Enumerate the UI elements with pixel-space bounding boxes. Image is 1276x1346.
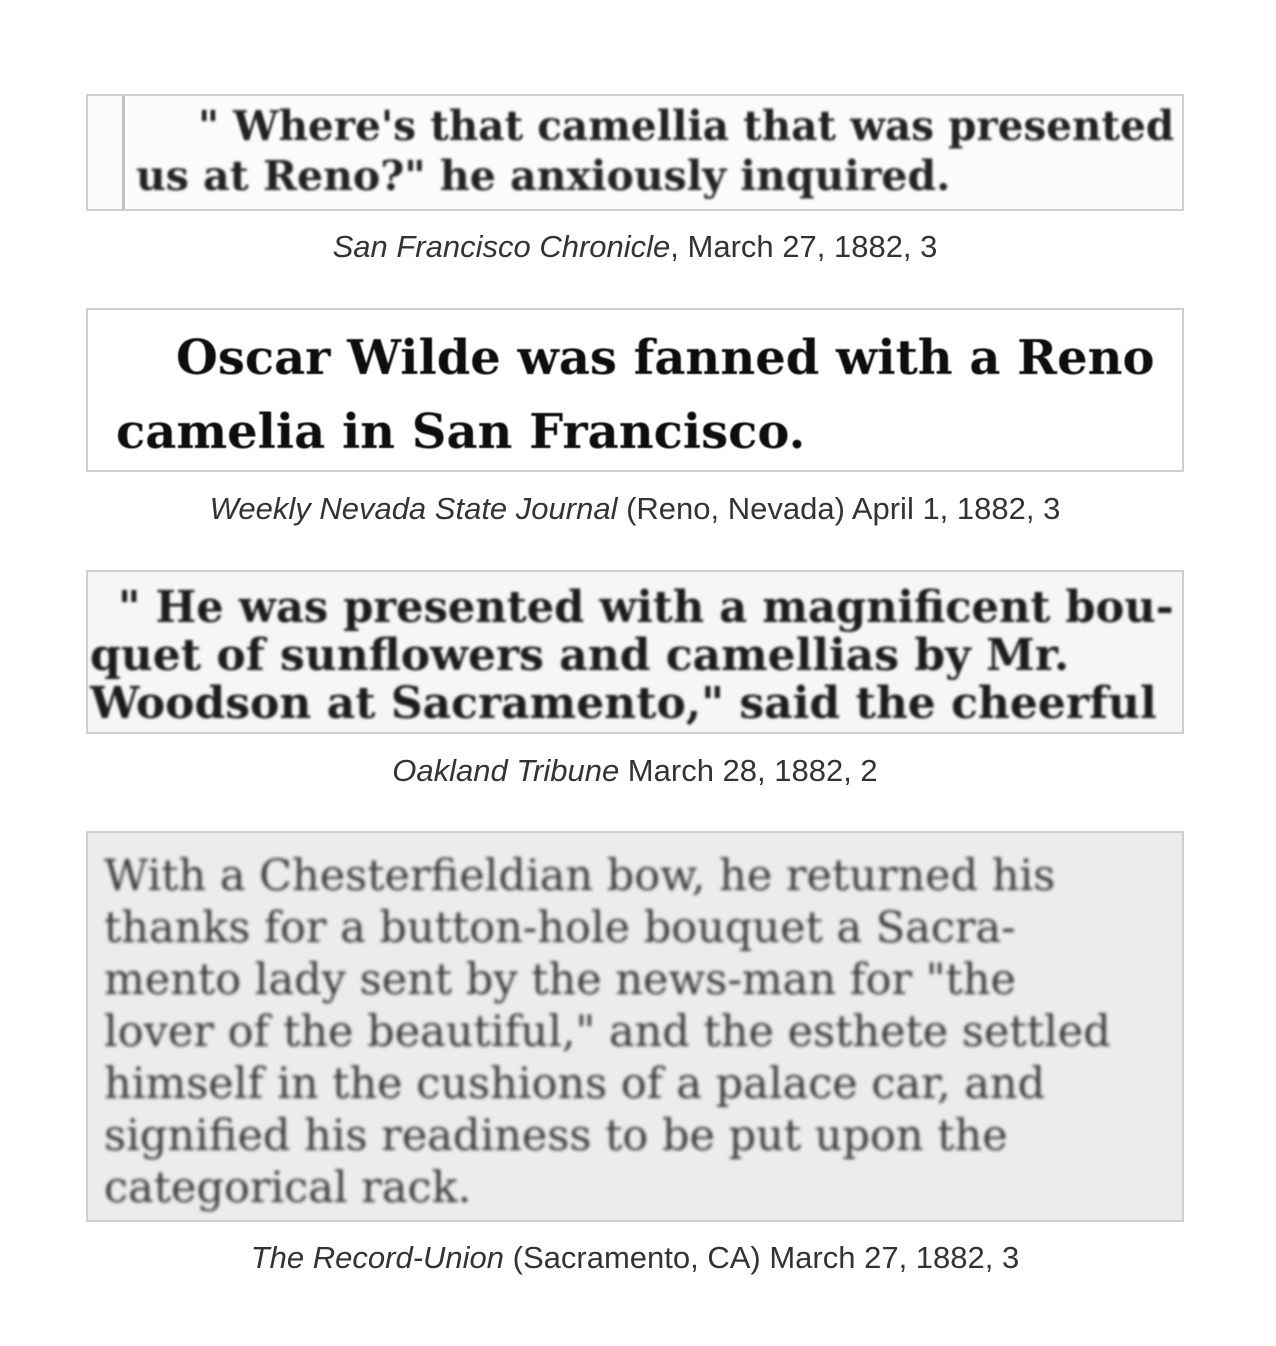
clipping-line: quet of sunflowers and camellias by Mr. bbox=[90, 630, 1070, 681]
clipping-line: Oscar Wilde was fanned with a Reno bbox=[176, 330, 1155, 386]
clipping-line: Woodson at Sacramento," said the cheerful bbox=[90, 678, 1157, 729]
caption-details: , March 27, 1882, 3 bbox=[670, 229, 938, 264]
clipping-line: With a Chesterfieldian bow, he returned his bbox=[104, 851, 1056, 901]
clipping-line: camelia in San Francisco. bbox=[116, 404, 806, 460]
clipping-line: us at Reno?" he anxiously inquired. bbox=[136, 152, 951, 200]
caption-details: (Reno, Nevada) April 1, 1882, 3 bbox=[617, 491, 1061, 526]
caption-publication-title: The Record-Union bbox=[250, 1240, 505, 1275]
caption-publication-title: Oakland Tribune bbox=[392, 753, 620, 788]
clipping-caption bbox=[86, 491, 1184, 527]
clipping-line: signified his readiness to be put upon the bbox=[104, 1111, 1008, 1161]
newspaper-clipping-sf-chronicle bbox=[86, 94, 1184, 211]
clipping-line: mento lady sent by the news-man for "the bbox=[104, 955, 1016, 1005]
clipping-line: himself in the cushions of a palace car, and bbox=[104, 1059, 1046, 1109]
column-rule bbox=[122, 96, 125, 209]
caption-details: (Sacramento, CA) March 27, 1882, 3 bbox=[504, 1240, 1020, 1275]
clipping-line: lover of the beautiful," and the esthete settled bbox=[104, 1007, 1111, 1057]
caption-details: March 28, 1882, 2 bbox=[619, 753, 878, 788]
clipping-caption bbox=[86, 1240, 1184, 1276]
caption-publication-title: San Francisco Chronicle bbox=[332, 229, 671, 264]
clipping-line: categorical rack. bbox=[104, 1163, 472, 1213]
clipping-line: " Where's that camellia that was presented bbox=[198, 102, 1175, 150]
caption-publication-title: Weekly Nevada State Journal bbox=[209, 491, 618, 526]
newspaper-clipping-oakland-tribune bbox=[86, 570, 1184, 734]
clipping-line: thanks for a button-hole bouquet a Sacra- bbox=[104, 903, 1016, 953]
newspaper-clipping-nevada-state-journal bbox=[86, 308, 1184, 472]
clipping-caption bbox=[86, 229, 1184, 265]
clipping-caption bbox=[86, 753, 1184, 789]
newspaper-clipping-record-union bbox=[86, 831, 1184, 1222]
clipping-line: " He was presented with a magnificent bou- bbox=[118, 582, 1174, 633]
